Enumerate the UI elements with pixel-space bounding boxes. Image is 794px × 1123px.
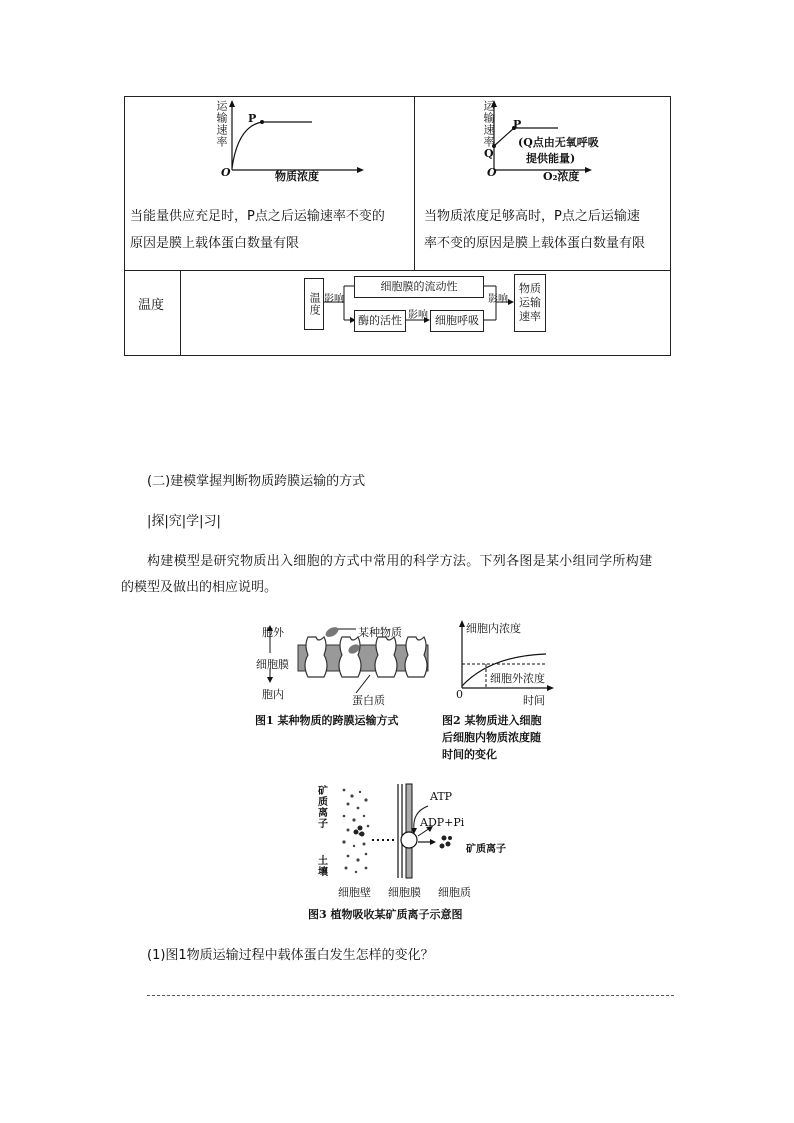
fig2-caption-line1: 图2 某物质进入细胞 (442, 714, 542, 727)
flow-influence-label-1: 影响 (324, 294, 344, 305)
fig1-inside-label: 胞内 (262, 688, 284, 701)
fig1-substance-label: 某种物质 (358, 626, 402, 639)
flow-respiration-box: 细胞呼吸 (430, 310, 484, 332)
table-divider-label (180, 270, 181, 355)
fig2-xlabel: 时间 (523, 694, 545, 707)
flow-influence-label-2: 影响 (488, 294, 508, 305)
flow-temperature-box: 温度 (304, 278, 324, 330)
fig2-ylabel: 细胞内浓度 (466, 622, 521, 635)
fig1-membrane-label: 细胞膜 (256, 658, 289, 671)
section-tag: |探|究|学|习| (147, 514, 221, 529)
question-1: (1)图1物质运输过程中载体蛋白发生怎样的变化？ (147, 948, 434, 963)
graph2-note-line2: 提供能量) (526, 152, 576, 165)
section-title: (二)建模掌握判断物质跨膜运输的方式 (147, 474, 366, 489)
fig1-caption: 图1 某种物质的跨膜运输方式 (255, 714, 399, 727)
intro-line-2: 的模型及做出的相应说明。 (121, 580, 278, 595)
graph1-point-p: P (248, 112, 257, 125)
row-label-temperature: 温度 (138, 298, 165, 313)
graph2-origin: O (487, 166, 497, 179)
table-divider-horizontal (124, 270, 670, 271)
fig1-outside-label: 胞外 (262, 626, 284, 639)
graph2-point-q: Q (484, 147, 494, 160)
flow-enzyme-activity-box: 酶的活性 (354, 310, 406, 332)
flow-membrane-fluidity-box: 细胞膜的流动性 (354, 276, 484, 298)
right-cell-text-line2: 率不变的原因是膜上载体蛋白数量有限 (424, 236, 646, 251)
fig2-caption-line3: 时间的变化 (442, 748, 497, 761)
flow-result-box: 物质运输速率 (514, 274, 546, 332)
figure3-ion-uptake-diagram (310, 782, 510, 882)
answer-line[interactable] (147, 995, 674, 996)
fig3-soil-label: 土壤 (318, 856, 328, 878)
graph2-ylabel: 运输速率 (482, 100, 495, 148)
right-cell-text-line1: 当物质浓度足够高时，P点之后运输速 (424, 209, 640, 224)
fig3-wall-label: 细胞壁 (338, 886, 371, 899)
fig3-atp-label: ATP (430, 790, 453, 803)
fig3-left-ion-label: 矿质离子 (318, 786, 328, 830)
graph1-origin: O (221, 166, 231, 179)
fig2-caption-line2: 后细胞内物质浓度随 (442, 731, 541, 744)
fig3-membrane-label: 细胞膜 (388, 886, 421, 899)
left-cell-text-line2: 原因是膜上载体蛋白数量有限 (130, 236, 300, 251)
fig3-cytoplasm-label: 细胞质 (438, 886, 471, 899)
intro-line-1: 构建模型是研究物质出入细胞的方式中常用的科学方法。下列各图是某小组同学所构建 (147, 554, 653, 569)
graph1-ylabel: 运输速率 (215, 100, 228, 148)
left-cell-text-line1: 当能量供应充足时，P点之后运输速率不变的 (130, 209, 385, 224)
fig2-origin: 0 (456, 688, 463, 701)
graph2-xlabel: O₂浓度 (543, 170, 580, 183)
graph2-point-p: P (513, 118, 522, 131)
table-divider-vertical (414, 96, 415, 270)
fig3-adp-label: ADP+Pi (420, 816, 465, 829)
fig1-protein-label: 蛋白质 (352, 694, 385, 707)
fig2-dashed-label: 细胞外浓度 (490, 672, 545, 685)
flow-influence-label-3: 影响 (408, 310, 428, 321)
graph2-note-line1: (Q点由无氧呼吸 (518, 136, 599, 149)
fig3-right-ion-label: 矿质离子 (466, 844, 506, 855)
graph1-xlabel: 物质浓度 (275, 170, 319, 183)
fig3-caption: 图3 植物吸收某矿质离子示意图 (308, 908, 463, 921)
